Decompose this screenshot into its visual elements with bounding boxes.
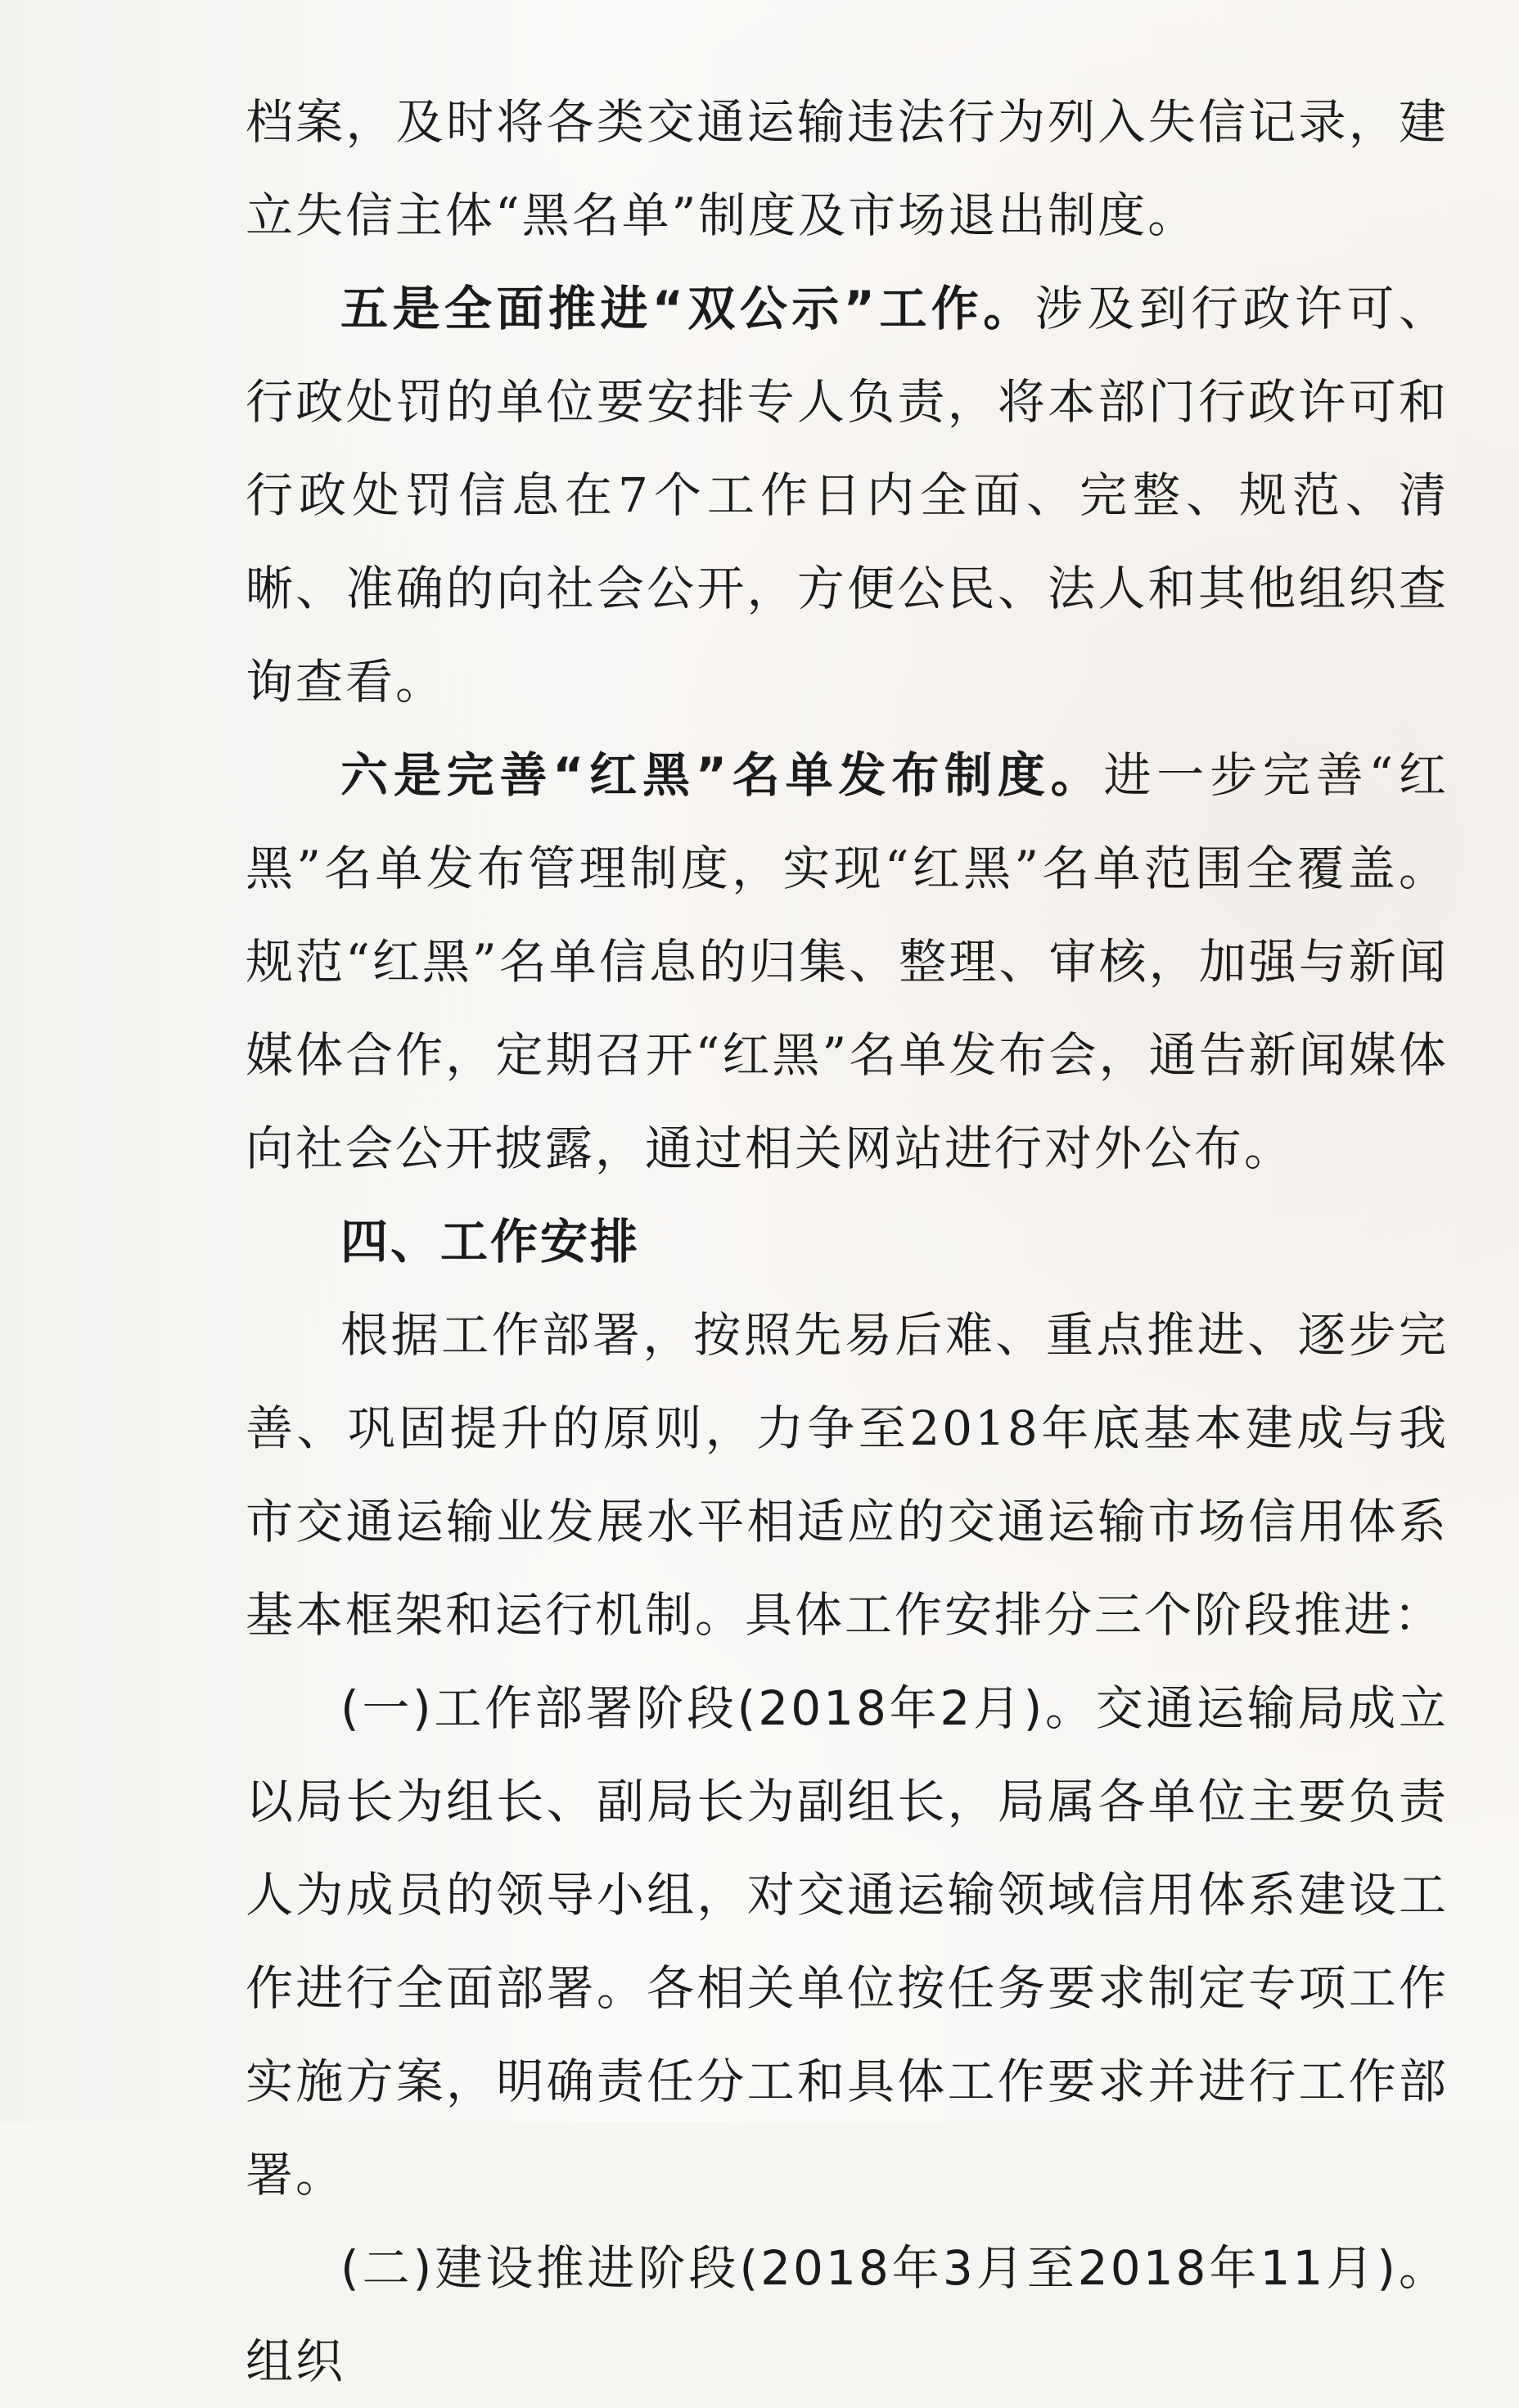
paragraph-text: 交通运输局成立以局长为组长、副局长为副组长，局属各单位主要负责人为成员的领导小组，对交通运输领域信用体系建设工作进行全面部署。各相关单位按任务要求制定专项工作实施方案，明确责任分工和具体工作要求并进行工作部署。 xyxy=(246,1680,1449,2203)
section-heading-work-arrangement: 四、工作安排 xyxy=(340,1214,641,1269)
paragraph-lead: 五是全面推进“双公示”工作。 xyxy=(340,281,1035,336)
paragraph-work-plan-intro xyxy=(246,1288,1449,1662)
paragraph-lead: (一)工作部署阶段(2018年2月)。 xyxy=(340,1680,1096,1736)
paragraph-red-black-list xyxy=(246,728,1449,1195)
paragraph-stage-two xyxy=(246,2221,1449,2408)
paragraph-stage-one xyxy=(246,1662,1449,2221)
paragraph-text: 进一步完善“红黑”名单发布管理制度，实现“红黑”名单范围全覆盖。规范“红黑”名单信息的归集、整理、审核，加强与新闻媒体合作，定期召开“红黑”名单发布会，通告新闻媒体向社会公开披露，通过相关网站进行对外公布。 xyxy=(246,747,1449,1176)
paragraph-blacklist-continuation xyxy=(246,75,1449,262)
paragraph-text: 根据工作部署，按照先易后难、重点推进、逐步完善、巩固提升的原则，力争至2018年底基本建成与我市交通运输业发展水平相适应的交通运输市场信用体系基本框架和运行机制。具体工作安排分三个阶段推进： xyxy=(246,1307,1449,1643)
paragraph-text: 档案，及时将各类交通运输违法行为列入失信记录，建立失信主体“黑名单”制度及市场退出制度。 xyxy=(246,94,1449,243)
paragraph-text: 组织 xyxy=(246,2334,346,2389)
paragraph-dual-publicity xyxy=(246,262,1449,728)
document-body xyxy=(246,75,1449,2408)
paragraph-text: 涉及到行政许可、行政处罚的单位要安排专人负责，将本部门行政许可和行政处罚信息在7个工作日内全面、完整、规范、清晰、准确的向社会公开，方便公民、法人和其他组织查询查看。 xyxy=(246,281,1449,710)
paragraph-lead: 六是完善“红黑”名单发布制度。 xyxy=(340,747,1104,803)
paragraph-lead: (二)建设推进阶段(2018年3月至2018年11月)。 xyxy=(340,2240,1449,2296)
